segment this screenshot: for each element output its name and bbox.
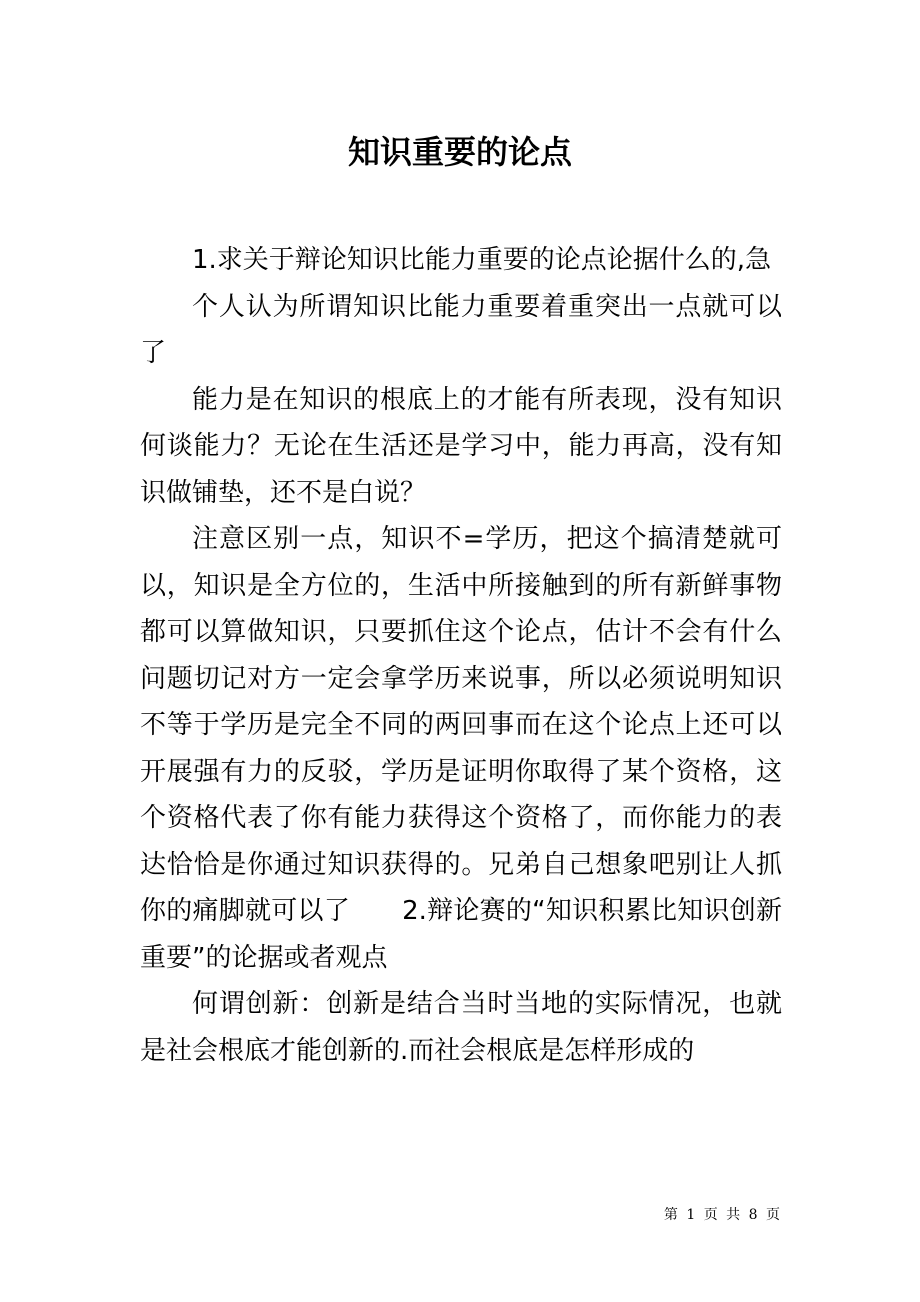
paragraph-innovation: 何谓创新：创新是结合当时当地的实际情况，也就是社会根底才能创新的.而社会根底是怎样形成的: [140, 989, 782, 1066]
paragraph-ability: 能力是在知识的根底上的才能有所表现，没有知识何谈能力？无论在生活还是学习中，能力再高，没有知识做铺垫，还不是白说？: [140, 384, 782, 508]
paragraph-question: 1.求关于辩论知识比能力重要的论点论据什么的,急: [192, 245, 772, 275]
document-body: [140, 237, 782, 1074]
paragraph-distinction: [140, 516, 782, 981]
paragraph-distinction-text: 注意区别一点，知识不=学历，把这个搞清楚就可以，知识是全方位的，生活中所接触到的所有新鲜事物都可以算做知识，只要抓住这个论点，估计不会有什么问题切记对方一定会拿学历来说事，所以必须说明知识不等于学历是完全不同的两回事而在这个论点上还可以开展强有力的反驳，学历是证明你取得了某个资格，这个资格代表了你有能力获得这个资格了，而你能力的表达恰恰是你通过知识获得的。兄弟自己想象吧别让人抓你的痛脚就可以了: [140, 524, 782, 926]
inline-heading-debate: 2.辩论赛的“知识积累比知识创新重要”的论据或者观点: [140, 896, 782, 973]
document-title: 知识重要的论点: [347, 133, 572, 171]
page-number-footer: 第 1 页 共 8 页: [663, 1207, 782, 1223]
paragraph-opinion: 个人认为所谓知识比能力重要着重突出一点就可以了: [140, 291, 782, 368]
